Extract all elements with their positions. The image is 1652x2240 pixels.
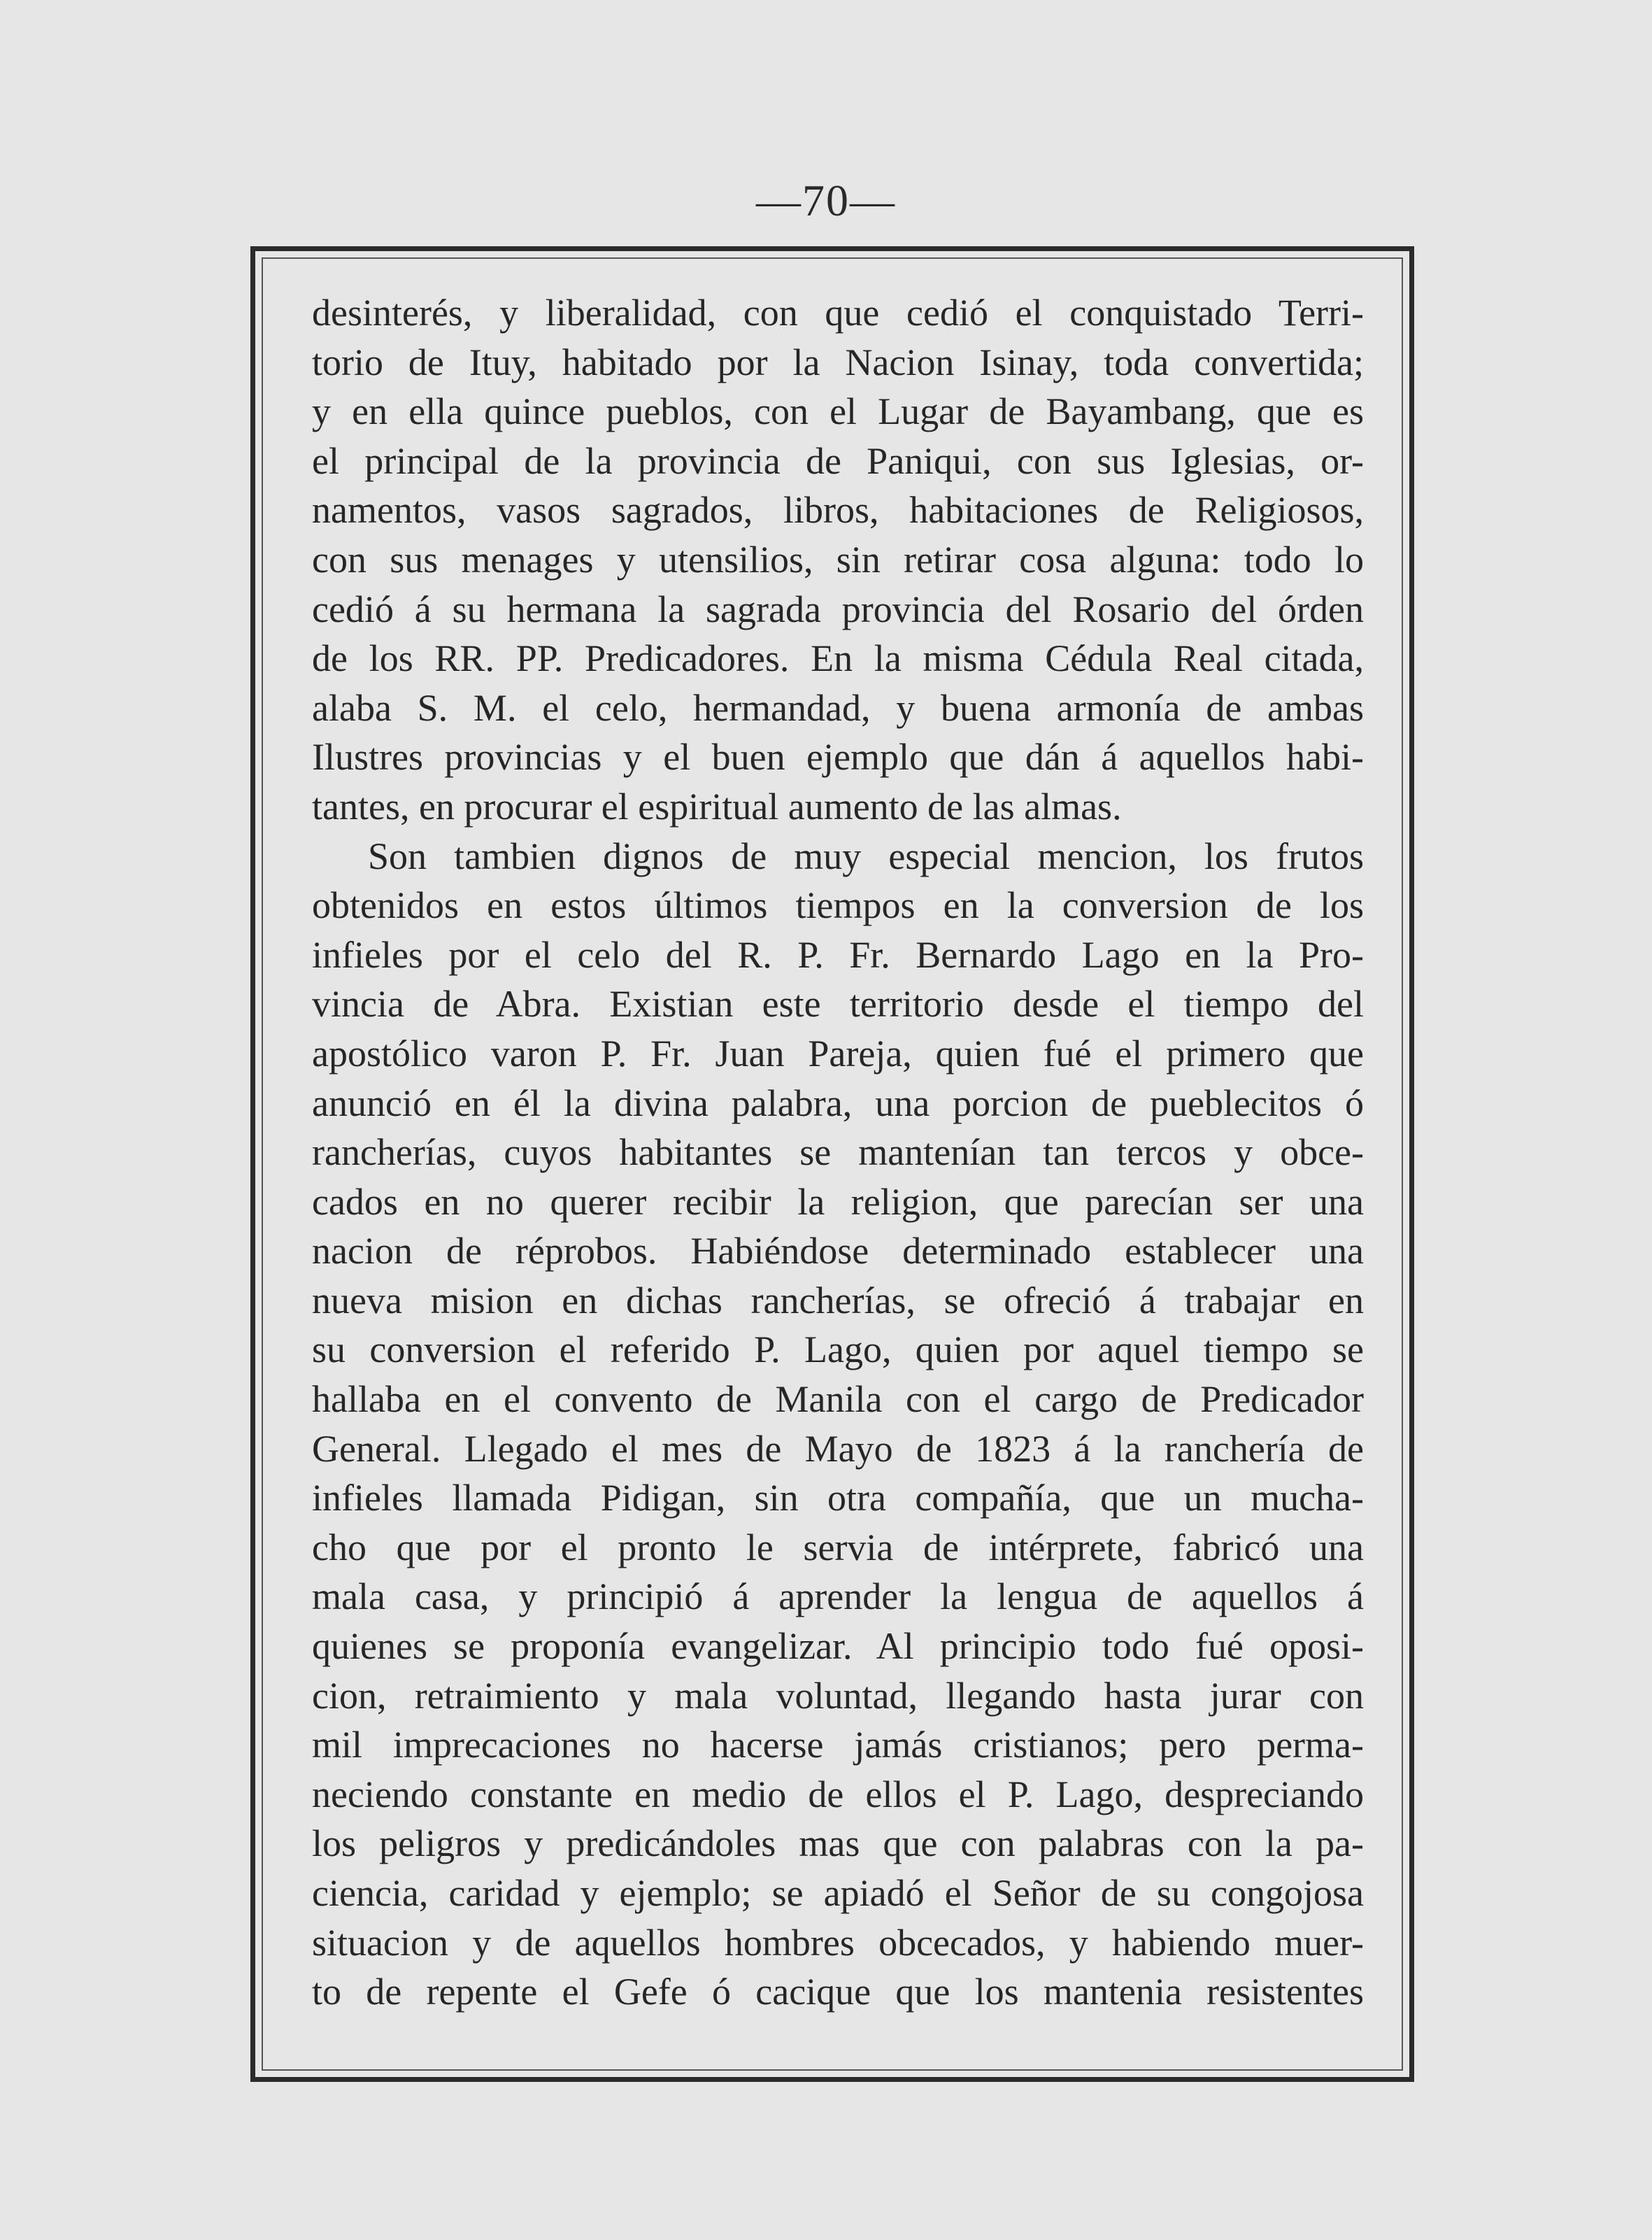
text-line: neciendo constante en medio de ellos el P. Lago, despreciando bbox=[312, 1773, 1364, 1815]
text-line: hallaba en el convento de Manila con el cargo de Predicador bbox=[312, 1378, 1364, 1421]
text-line: anunció en él la divina palabra, una porcion de pueblecitos ó bbox=[312, 1082, 1364, 1124]
text-line: torio de Ituy, habitado por la Nacion Isinay, toda convertida; bbox=[312, 341, 1364, 383]
text-line: con sus menages y utensilios, sin retirar cosa alguna: todo lo bbox=[312, 538, 1364, 581]
text-line: el principal de la provincia de Paniqui, con sus Iglesias, or- bbox=[312, 439, 1364, 482]
text-line: apostólico varon P. Fr. Juan Pareja, quien fué el primero que bbox=[312, 1032, 1364, 1075]
text-line: namentos, vasos sagrados, libros, habitaciones de Religiosos, bbox=[312, 489, 1364, 532]
text-line: mala casa, y principió á aprender la lengua de aquellos á bbox=[312, 1575, 1364, 1618]
paragraph-start-line: Son tambien dignos de muy especial mencion, los frutos bbox=[368, 835, 1364, 877]
text-line: to de repente el Gefe ó cacique que los mantenia resistentes bbox=[312, 1971, 1364, 2013]
page-number: —70— bbox=[756, 176, 896, 225]
text-line: mil imprecaciones no hacerse jamás cristianos; pero perma- bbox=[312, 1724, 1364, 1766]
text-line: cedió á su hermana la sagrada provincia del Rosario del órden bbox=[312, 588, 1364, 630]
paragraph-end-line: tantes, en procurar el espiritual aumento de las almas. bbox=[312, 785, 1122, 828]
text-line: Ilustres provincias y el buen ejemplo que dán á aquellos habi- bbox=[312, 736, 1364, 779]
text-line: nacion de réprobos. Habiéndose determinado establecer una bbox=[312, 1230, 1364, 1273]
text-line: rancherías, cuyos habitantes se mantenían tan tercos y obce- bbox=[312, 1131, 1364, 1174]
text-line: infieles llamada Pidigan, sin otra compañía, que un mucha- bbox=[312, 1477, 1364, 1519]
text-line: quienes se proponía evangelizar. Al principio todo fué oposi- bbox=[312, 1625, 1364, 1668]
text-line: obtenidos en estos últimos tiempos en la conversion de los bbox=[312, 884, 1364, 927]
text-line: desinterés, y liberalidad, con que cedió el conquistado Terri- bbox=[312, 292, 1364, 334]
text-line: situacion y de aquellos hombres obcecados, y habiendo muer- bbox=[312, 1921, 1364, 1964]
text-line: cho que por el pronto le servia de intérprete, fabricó una bbox=[312, 1526, 1364, 1568]
text-line: alaba S. M. el celo, hermandad, y buena armonía de ambas bbox=[312, 686, 1364, 729]
text-line: cados en no querer recibir la religion, que parecían ser una bbox=[312, 1180, 1364, 1223]
text-line: y en ella quince pueblos, con el Lugar de Bayambang, que es bbox=[312, 390, 1364, 433]
text-line: los peligros y predicándoles mas que con palabras con la pa- bbox=[312, 1822, 1364, 1865]
text-line: General. Llegado el mes de Mayo de 1823 á la ranchería de bbox=[312, 1427, 1364, 1470]
text-line: su conversion el referido P. Lago, quien por aquel tiempo se bbox=[312, 1328, 1364, 1371]
text-line: cion, retraimiento y mala voluntad, llegando hasta jurar con bbox=[312, 1674, 1364, 1717]
text-line: ciencia, caridad y ejemplo; se apiadó el Señor de su congojosa bbox=[312, 1872, 1364, 1914]
text-line: infieles por el celo del R. P. Fr. Bernardo Lago en la Pro- bbox=[312, 933, 1364, 976]
text-line: nueva mision en dichas rancherías, se ofreció á trabajar en bbox=[312, 1279, 1364, 1321]
text-line: vincia de Abra. Existian este territorio desde el tiempo del bbox=[312, 983, 1364, 1026]
body-text bbox=[312, 288, 1364, 2017]
text-line: de los RR. PP. Predicadores. En la misma Cédula Real citada, bbox=[312, 637, 1364, 680]
